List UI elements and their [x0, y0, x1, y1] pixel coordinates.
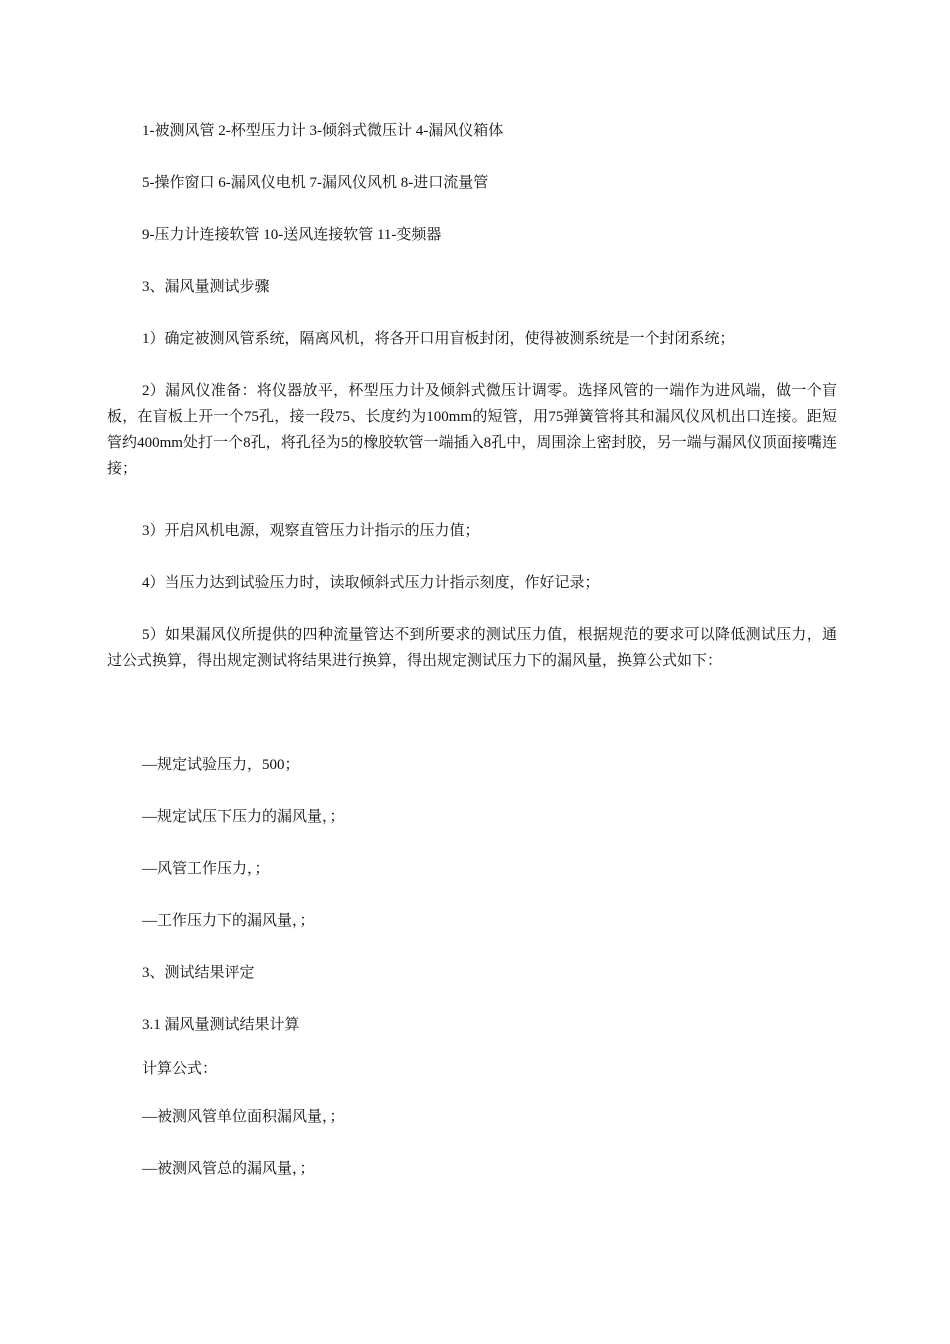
figure-legend-line-3: 9-压力计连接软管 10-送风连接软管 11-变频器	[142, 227, 442, 243]
step-5-paragraph: 5）如果漏风仪所提供的四种流量管达不到所要求的测试压力值，根据规范的要求可以降低测试压力，通过公式换算，得出规定测试将结果进行换算，得出规定测试压力下的漏风量，换算公式如下：	[107, 627, 837, 669]
step-4-paragraph: 4）当压力达到试验压力时，读取倾斜式压力计指示刻度，作好记录；	[142, 575, 600, 591]
figure-legend-line-1: 1-被测风管 2-杯型压力计 3-倾斜式微压计 4-漏风仪箱体	[142, 123, 504, 139]
definition-working-pressure: —风管工作压力，；	[142, 861, 270, 877]
result-definition-total-leakage: —被测风管总的漏风量，；	[142, 1161, 315, 1177]
result-definition-unit-area-leakage: —被测风管单位面积漏风量，；	[142, 1109, 345, 1125]
formula-label: 计算公式：	[142, 1061, 218, 1077]
step-3-paragraph: 3）开启风机电源，观察直管压力计指示的压力值；	[142, 523, 480, 539]
definition-specified-pressure: —规定试验压力，500；	[142, 757, 300, 773]
section-heading-test-steps: 3、漏风量测试步骤	[142, 279, 270, 295]
figure-legend-line-2: 5-操作窗口 6-漏风仪电机 7-漏风仪风机 8-进口流量管	[142, 175, 489, 191]
step-1-paragraph: 1）确定被测风管系统，隔离风机，将各开口用盲板封闭，使得被测系统是一个封闭系统；	[142, 331, 735, 347]
section-heading-results: 3、测试结果评定	[142, 965, 255, 981]
subsection-heading-calculation: 3.1 漏风量测试结果计算	[142, 1017, 300, 1033]
definition-working-leakage: —工作压力下的漏风量，；	[142, 913, 315, 929]
step-2-paragraph: 2）漏风仪准备：将仪器放平，杯型压力计及倾斜式微压计调零。选择风管的一端作为进风端，做一个盲板，在盲板上开一个75孔，接一段75、长度约为100mm的短管，用75弹簧管将其和漏风仪风机出口连接。距短管约400mm处打一个8孔，将孔径为5的橡胶软管一端插入8孔中，周围涂上密封胶，另一端与漏风仪顶面接嘴连接；	[107, 383, 837, 477]
definition-specified-leakage: —规定试压下压力的漏风量，；	[142, 809, 345, 825]
